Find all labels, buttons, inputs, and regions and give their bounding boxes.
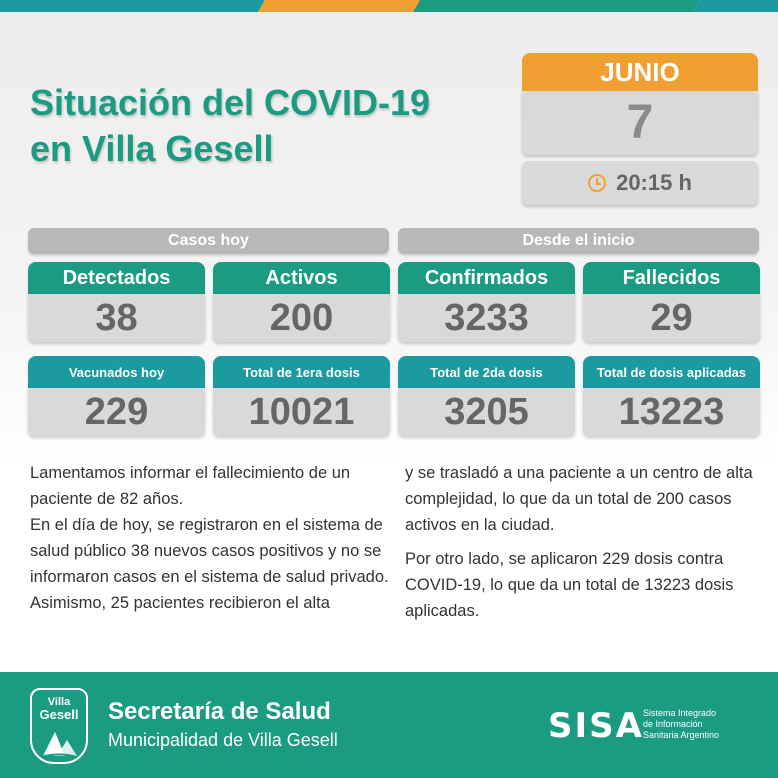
clock-icon: [588, 174, 606, 192]
sisa-logo: SISA: [548, 706, 644, 746]
sisa-line1: Sistema Integrado: [643, 708, 717, 718]
date-day: 7: [522, 91, 758, 155]
logo-line2: Gesell: [39, 707, 79, 722]
paragraph: y se trasladó a una paciente a un centro de alta complejidad, lo que da un total de 200 casos activos en la ciudad.: [405, 464, 753, 534]
sisa-description: [643, 708, 763, 741]
stat-label: Detectados: [28, 262, 205, 294]
section-casos-hoy: Casos hoy: [28, 228, 389, 254]
secretaria-title: Secretaría de Salud: [108, 698, 331, 725]
report-text-col2: [405, 460, 763, 624]
stat-card-detectados: [28, 262, 205, 342]
stat-label: Total de dosis aplicadas: [583, 356, 760, 388]
paragraph: Lamentamos informar el fallecimiento de un paciente de 82 años.: [30, 464, 351, 508]
stat-value: 29: [583, 294, 760, 342]
date-month: JUNIO: [522, 53, 758, 91]
stat-value: 13223: [583, 388, 760, 436]
sisa-line2: de Información: [643, 719, 703, 729]
footer: [0, 672, 778, 778]
stat-label: Fallecidos: [583, 262, 760, 294]
top-color-strip: [0, 0, 778, 12]
stat-card-dosis-aplicadas: [583, 356, 760, 436]
stat-label: Confirmados: [398, 262, 575, 294]
logo-line1: Villa: [47, 696, 71, 708]
stat-label: Total de 2da dosis: [398, 356, 575, 388]
stat-value: 10021: [213, 388, 390, 436]
stat-card-primera-dosis: [213, 356, 390, 436]
stat-value: 38: [28, 294, 205, 342]
report-text-col1: [30, 460, 390, 616]
dunes-icon: [39, 726, 79, 760]
sisa-line3: Sanitaria Argentino: [643, 730, 720, 740]
stat-card-fallecidos: [583, 262, 760, 342]
stat-value: 200: [213, 294, 390, 342]
stat-value: 229: [28, 388, 205, 436]
stat-value: 3233: [398, 294, 575, 342]
paragraph: Asimismo, 25 pacientes recibieron el alta: [30, 594, 330, 612]
stat-value: 3205: [398, 388, 575, 436]
section-desde-inicio: Desde el inicio: [398, 228, 759, 254]
municipalidad-subtitle: Municipalidad de Villa Gesell: [108, 730, 338, 750]
stat-label: Total de 1era dosis: [213, 356, 390, 388]
page-title: [30, 80, 490, 172]
stat-label: Vacunados hoy: [28, 356, 205, 388]
date-time: [522, 161, 758, 205]
stat-card-segunda-dosis: [398, 356, 575, 436]
villa-gesell-logo: [30, 688, 88, 764]
stat-card-vacunados-hoy: [28, 356, 205, 436]
stat-card-confirmados: [398, 262, 575, 342]
title-line1: Situación del COVID-19: [30, 82, 431, 123]
paragraph: Por otro lado, se aplicaron 229 dosis contra COVID-19, lo que da un total de 13223 dosis aplicadas.: [405, 550, 734, 620]
stat-label: Activos: [213, 262, 390, 294]
time-value: 20:15 h: [616, 170, 692, 195]
paragraph: En el día de hoy, se registraron en el sistema de salud público 38 nuevos casos positivos y no se informaron casos en el sistema de salud privado.: [30, 516, 389, 586]
date-box: [522, 53, 758, 205]
stat-card-activos: [213, 262, 390, 342]
title-line2: en Villa Gesell: [30, 128, 274, 169]
